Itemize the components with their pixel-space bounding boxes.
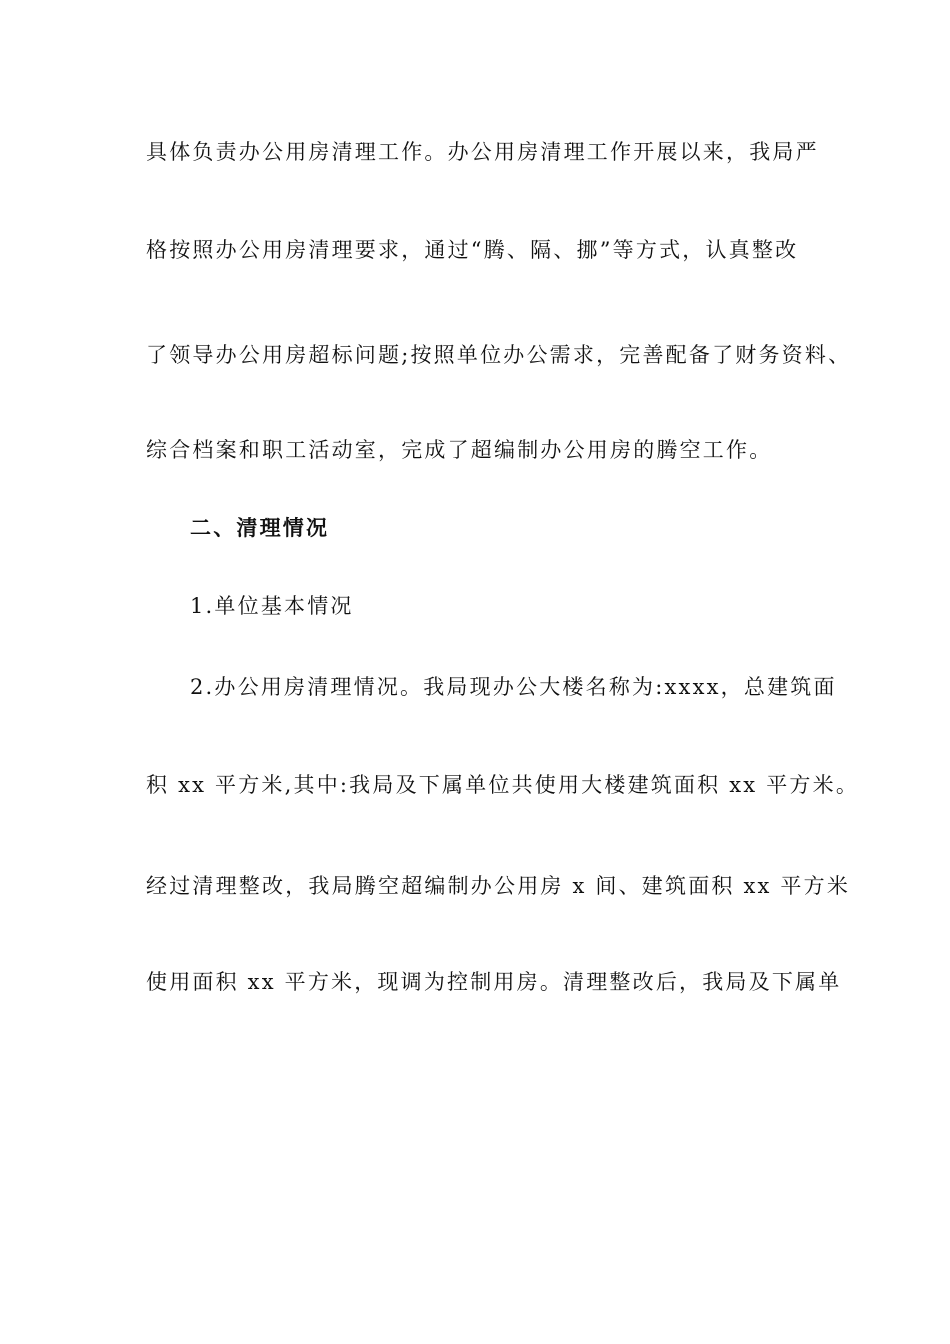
paragraph-line: 综合档案和职工活动室，完成了超编制办公用房的腾空工作。 bbox=[146, 438, 773, 462]
paragraph-line: 积 xx 平方米,其中:我局及下属单位共使用大楼建筑面积 xx 平方米。 bbox=[146, 773, 860, 797]
section-heading: 二、清理情况 bbox=[190, 515, 330, 540]
paragraph-line: 2.办公用房清理情况。我局现办公大楼名称为:xxxx，总建筑面 bbox=[190, 675, 837, 699]
paragraph-line: 使用面积 xx 平方米，现调为控制用房。清理整改后，我局及下属单 bbox=[146, 970, 842, 994]
list-item: 1.单位基本情况 bbox=[190, 594, 354, 618]
paragraph-line: 格按照办公用房清理要求，通过“腾、隔、挪”等方式，认真整改 bbox=[146, 238, 799, 262]
paragraph-line: 经过清理整改，我局腾空超编制办公用房 x 间、建筑面积 xx 平方米 bbox=[146, 874, 851, 898]
paragraph-line: 了领导办公用房超标问题;按照单位办公需求，完善配备了财务资料、 bbox=[146, 343, 852, 367]
paragraph-line: 具体负责办公用房清理工作。办公用房清理工作开展以来，我局严 bbox=[146, 140, 819, 164]
